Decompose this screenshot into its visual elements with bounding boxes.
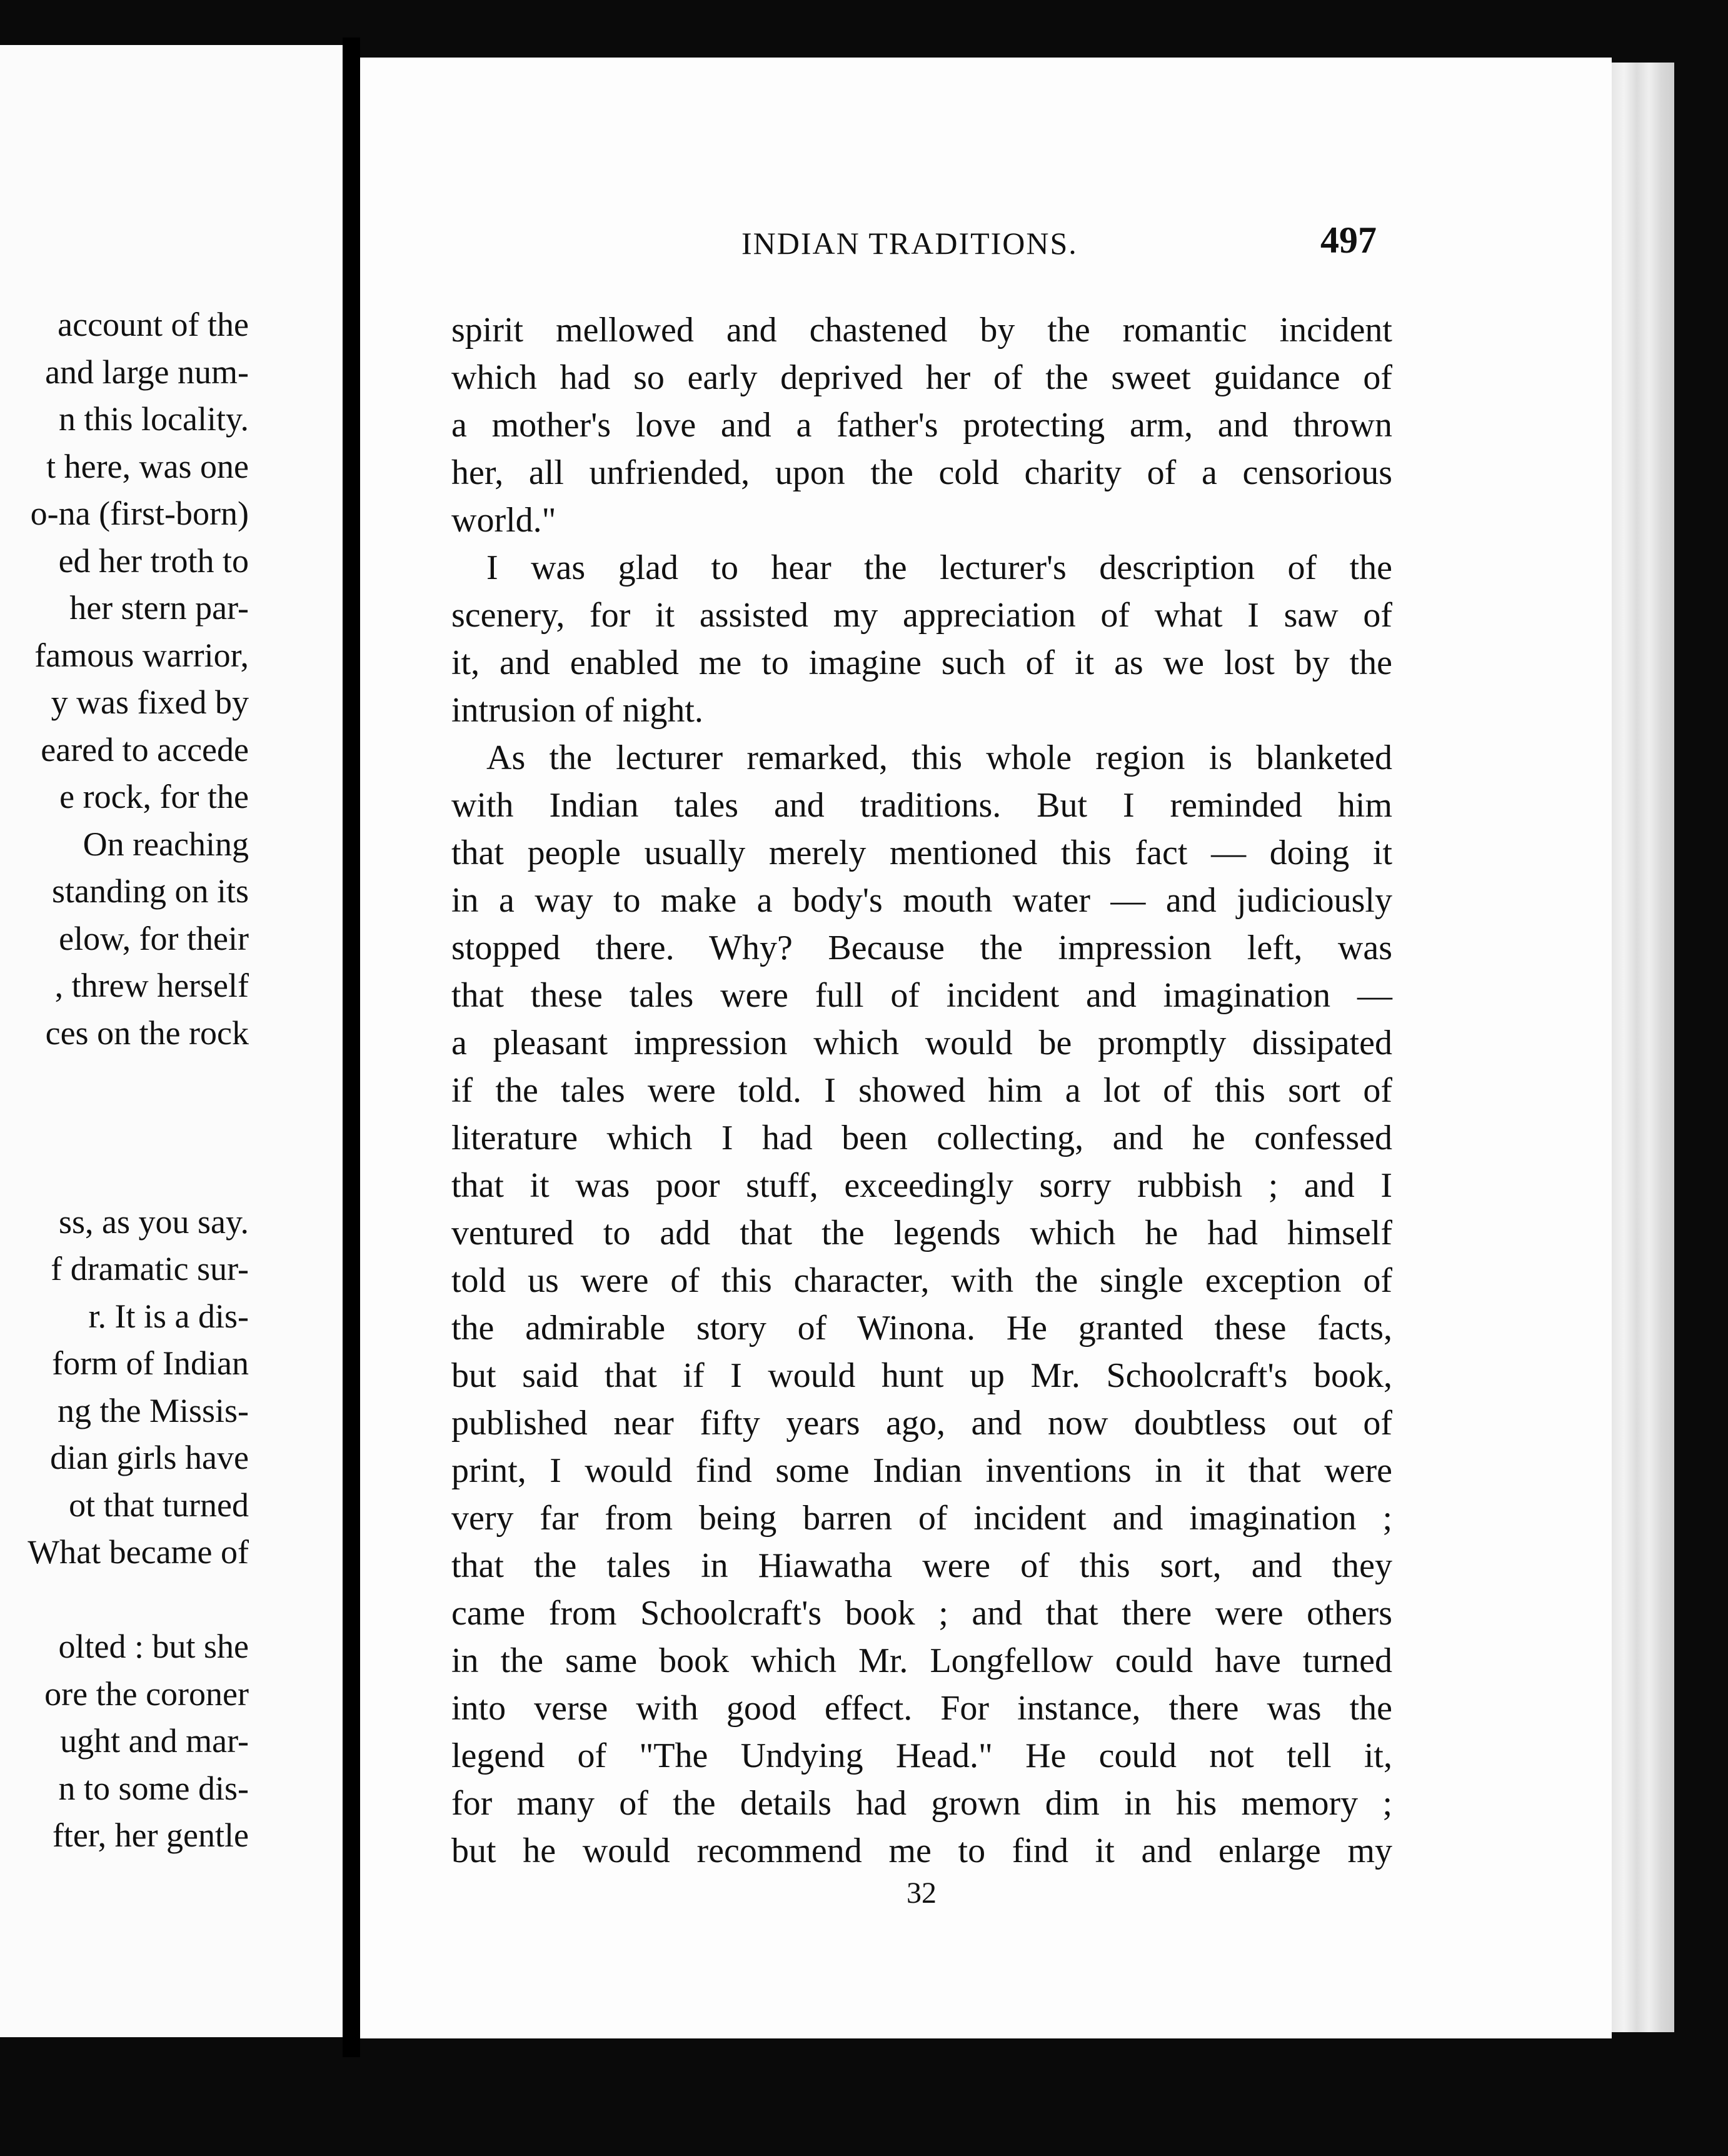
- body-line: it, and enabled me to imagine such of it as we lost by the: [451, 643, 1392, 682]
- body-line: her, all unfriended, upon the cold charity of a censorious: [451, 453, 1392, 492]
- left-page-line: account of the: [58, 306, 249, 343]
- body-line: that the tales in Hiawatha were of this sort, and they: [451, 1546, 1392, 1585]
- left-page-line: f dramatic sur-: [51, 1250, 249, 1287]
- body-line: told us were of this character, with the single exception of: [451, 1261, 1392, 1300]
- left-page-line: standing on its: [51, 872, 249, 910]
- left-page-line: On reaching: [83, 825, 249, 863]
- body-text: [451, 306, 1392, 1875]
- left-page-line: elow, for their: [59, 919, 249, 957]
- left-page-line: ed her troth to: [58, 542, 249, 580]
- left-page-line: ore the coroner: [44, 1675, 249, 1713]
- left-page-line: What became of: [28, 1533, 249, 1571]
- left-page-line: form of Indian: [52, 1344, 249, 1382]
- body-line: spirit mellowed and chastened by the romantic incident: [451, 311, 1392, 350]
- body-line: in a way to make a body's mouth water — and judiciously: [451, 881, 1392, 920]
- left-page-line: and large num-: [45, 353, 249, 391]
- left-page-line: her stern par-: [69, 589, 249, 627]
- body-line: for many of the details had grown dim in his memory ;: [451, 1784, 1392, 1823]
- body-line: with Indian tales and traditions. But I reminded him: [451, 786, 1392, 825]
- page-edges: [1612, 63, 1674, 2032]
- body-line: intrusion of night.: [451, 691, 703, 730]
- body-line: into verse with good effect. For instance, there was the: [451, 1689, 1392, 1728]
- body-line: literature which I had been collecting, and he confessed: [451, 1119, 1392, 1157]
- body-line: but said that if I would hunt up Mr. Schoolcraft's book,: [451, 1356, 1392, 1395]
- body-line: that people usually merely mentioned this fact — doing it: [451, 834, 1392, 872]
- body-line: that these tales were full of incident and imagination —: [451, 976, 1392, 1015]
- left-page-line: olted : but she: [58, 1628, 249, 1665]
- left-page-line: famous warrior,: [34, 636, 249, 674]
- body-line: a mother's love and a father's protecting arm, and thrown: [451, 406, 1392, 445]
- signature-mark: 32: [907, 1876, 937, 1910]
- body-line: the admirable story of Winona. He granted these facts,: [451, 1309, 1392, 1348]
- left-page-line: t here, was one: [46, 447, 249, 485]
- body-line: very far from being barren of incident and imagination ;: [451, 1499, 1392, 1538]
- body-line: world.": [451, 501, 556, 540]
- left-page-line: e rock, for the: [59, 778, 249, 815]
- body-line: in the same book which Mr. Longfellow could have turned: [451, 1641, 1392, 1680]
- body-line: As the lecturer remarked, this whole region is blanketed: [486, 738, 1392, 777]
- body-line: print, I would find some Indian inventions in it that were: [451, 1451, 1392, 1490]
- left-page-line: eared to accede: [41, 730, 249, 768]
- left-page-line: dian girls have: [50, 1439, 249, 1476]
- body-line: ventured to add that the legends which he had himself: [451, 1214, 1392, 1252]
- left-page-line: [0, 1576, 249, 1624]
- body-line: that it was poor stuff, exceedingly sorry rubbish ; and I: [451, 1166, 1392, 1205]
- left-page-line: [0, 1104, 249, 1152]
- body-line: published near fifty years ago, and now doubtless out of: [451, 1404, 1392, 1443]
- body-line: I was glad to hear the lecturer's description of the: [486, 548, 1392, 587]
- body-line: a pleasant impression which would be promptly dissipated: [451, 1024, 1392, 1062]
- left-page-line: ng the Missis-: [57, 1391, 249, 1429]
- left-page-line: [0, 1151, 249, 1199]
- page-number: 497: [1320, 219, 1377, 261]
- left-page-line: fter, her gentle: [52, 1816, 249, 1854]
- body-line: came from Schoolcraft's book ; and that there were others: [451, 1594, 1392, 1633]
- left-page-line: , threw herself: [54, 967, 249, 1004]
- left-page-line: o-na (first-born): [30, 495, 249, 532]
- body-line: stopped there. Why? Because the impression left, was: [451, 929, 1392, 967]
- left-page-line: ot that turned: [69, 1486, 249, 1524]
- running-head: INDIAN TRADITIONS.: [741, 226, 1078, 261]
- left-page-line: n to some dis-: [58, 1769, 249, 1807]
- left-page-line: n this locality.: [59, 400, 249, 438]
- left-page-line: ces on the rock: [45, 1014, 249, 1052]
- book-gutter: [343, 38, 360, 2057]
- left-page-line: ss, as you say.: [59, 1202, 249, 1241]
- left-page-line: [0, 1057, 249, 1104]
- body-line: which had so early deprived her of the sweet guidance of: [451, 358, 1392, 397]
- left-page-line: r. It is a dis-: [88, 1297, 249, 1335]
- left-page-line: ught and mar-: [60, 1722, 249, 1760]
- body-line: if the tales were told. I showed him a lot of this sort of: [451, 1071, 1392, 1110]
- left-page: [0, 45, 343, 2037]
- left-page-line: y was fixed by: [51, 683, 249, 721]
- body-line: but he would recommend me to find it and enlarge my: [451, 1831, 1392, 1870]
- body-line: scenery, for it assisted my appreciation of what I saw of: [451, 596, 1392, 635]
- left-page-text: [0, 301, 249, 1860]
- body-line: legend of "The Undying Head." He could not tell it,: [451, 1736, 1392, 1775]
